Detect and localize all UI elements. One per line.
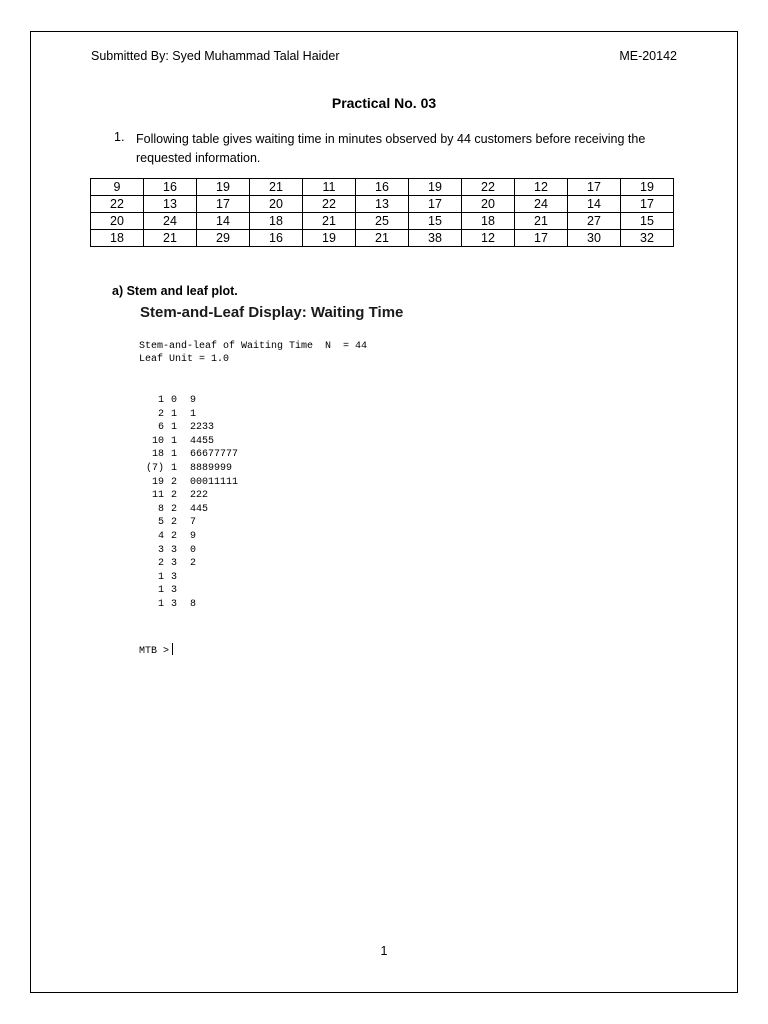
leaf-values: 222 [190,490,209,502]
table-row [91,213,674,230]
table-cell: 16 [144,179,197,196]
stem-value: 2 [171,490,178,502]
table-cell: 14 [197,213,250,230]
question-text: Following table gives waiting time in minutes observed by 44 customers before receiving the requested information. [136,132,646,165]
stem-leaf-row [139,448,238,462]
section-a-label: a) Stem and leaf plot. [112,284,238,298]
stem-value: 3 [171,544,178,556]
stem-leaf-row [139,435,238,449]
stem-leaf-row [139,544,238,558]
depth-value: 2 [157,408,164,420]
depth-value: 18 [151,449,164,461]
table-cell: 30 [568,230,621,247]
depth-value: 11 [151,490,164,502]
stem-leaf-display [139,394,238,612]
depth-value: 2 [157,558,164,570]
stem-leaf-header-line1: Stem-and-leaf of Waiting Time N = 44 [139,341,368,352]
table-cell: 17 [568,179,621,196]
depth-value: 5 [157,517,164,529]
table-cell: 15 [621,213,674,230]
leaf-values: 2 [190,558,197,570]
table-cell: 21 [250,179,303,196]
table-cell: 12 [462,230,515,247]
leaf-values: 445 [190,503,209,515]
waiting-time-table [90,178,674,247]
stem-value: 1 [171,422,178,434]
leaf-values: 8 [190,598,197,610]
depth-value: 1 [157,571,164,583]
depth-value: 1 [157,585,164,597]
table-cell: 9 [91,179,144,196]
stem-value: 2 [171,517,178,529]
table-cell: 11 [303,179,356,196]
stem-leaf-header-line2: Leaf Unit = 1.0 [139,354,230,365]
table-cell: 14 [568,196,621,213]
leaf-values: 0 [190,544,197,556]
stem-leaf-row [139,557,238,571]
depth-value: 3 [157,544,164,556]
leaf-values [190,584,238,598]
leaf-values: 8889999 [190,462,233,474]
table-cell: 19 [621,179,674,196]
text-cursor [172,643,173,655]
stem-leaf-row [139,530,238,544]
leaf-values [190,571,238,585]
stem-leaf-row [139,421,238,435]
leaf-values: 2233 [190,422,215,434]
leaf-values: 66677777 [190,449,239,461]
depth-value: 8 [157,503,164,515]
table-cell: 29 [197,230,250,247]
table-cell: 18 [462,213,515,230]
table-cell: 17 [197,196,250,213]
stem-value: 3 [171,571,178,583]
table-cell: 16 [250,230,303,247]
table-cell: 22 [462,179,515,196]
section-a-title: Stem-and-Leaf Display: Waiting Time [140,304,404,321]
table-cell: 27 [568,213,621,230]
page-title: Practical No. 03 [331,95,437,111]
stem-leaf-header [139,340,367,366]
mtb-prompt[interactable] [139,643,173,657]
stem-value: 3 [171,598,178,610]
table-row [91,179,674,196]
stem-value: 0 [171,395,178,406]
stem-leaf-row [139,598,238,612]
table-cell: 17 [621,196,674,213]
question-number: 1. [114,130,125,144]
stem-leaf-row [139,462,238,476]
page-number: 1 [380,944,388,958]
table-cell: 20 [91,213,144,230]
student-id: ME-20142 [619,49,677,63]
stem-value: 2 [171,503,178,515]
leaf-values: 9 [190,530,197,542]
table-cell: 16 [356,179,409,196]
stem-leaf-row [139,489,238,503]
leaf-values: 9 [190,395,197,406]
stem-leaf-row [139,571,238,585]
table-cell: 25 [356,213,409,230]
leaf-values: 1 [190,408,197,420]
stem-value: 1 [171,462,178,474]
table-row [91,230,674,247]
depth-value: 10 [151,435,164,447]
leaf-values: 4455 [190,435,215,447]
table-cell: 21 [356,230,409,247]
stem-leaf-row [139,516,238,530]
depth-value: 1 [157,395,164,406]
stem-leaf-row [139,503,238,517]
mtb-prompt-label: MTB > [139,646,170,657]
stem-value: 2 [171,476,178,488]
depth-value: 1 [157,598,164,610]
table-cell: 12 [515,179,568,196]
table-cell: 13 [144,196,197,213]
table-cell: 18 [250,213,303,230]
table-cell: 21 [303,213,356,230]
table-cell: 24 [515,196,568,213]
table-cell: 21 [144,230,197,247]
depth-value: 6 [157,422,164,434]
stem-leaf-row [139,408,238,422]
table-cell: 19 [303,230,356,247]
table-cell: 19 [409,179,462,196]
table-cell: 17 [515,230,568,247]
depth-value: 4 [157,530,164,542]
table-cell: 22 [91,196,144,213]
stem-value: 1 [171,408,178,420]
leaf-values: 7 [190,517,197,529]
table-cell: 20 [250,196,303,213]
stem-leaf-row [139,394,238,408]
stem-value: 3 [171,585,178,597]
table-row [91,196,674,213]
depth-value: 19 [151,476,164,488]
table-cell: 24 [144,213,197,230]
table-cell: 32 [621,230,674,247]
table-cell: 18 [91,230,144,247]
table-cell: 15 [409,213,462,230]
stem-leaf-row [139,476,238,490]
submitted-by: Submitted By: Syed Muhammad Talal Haider [91,49,340,63]
table-cell: 38 [409,230,462,247]
table-cell: 21 [515,213,568,230]
table-cell: 20 [462,196,515,213]
table-cell: 19 [197,179,250,196]
stem-leaf-row [139,584,238,598]
stem-value: 2 [171,530,178,542]
table-cell: 17 [409,196,462,213]
leaf-values: 00011111 [190,476,239,488]
stem-value: 1 [171,435,178,447]
table-cell: 13 [356,196,409,213]
stem-value: 1 [171,449,178,461]
page-border [30,31,738,993]
stem-value: 3 [171,558,178,570]
depth-value: (7) [145,462,164,474]
table-cell: 22 [303,196,356,213]
